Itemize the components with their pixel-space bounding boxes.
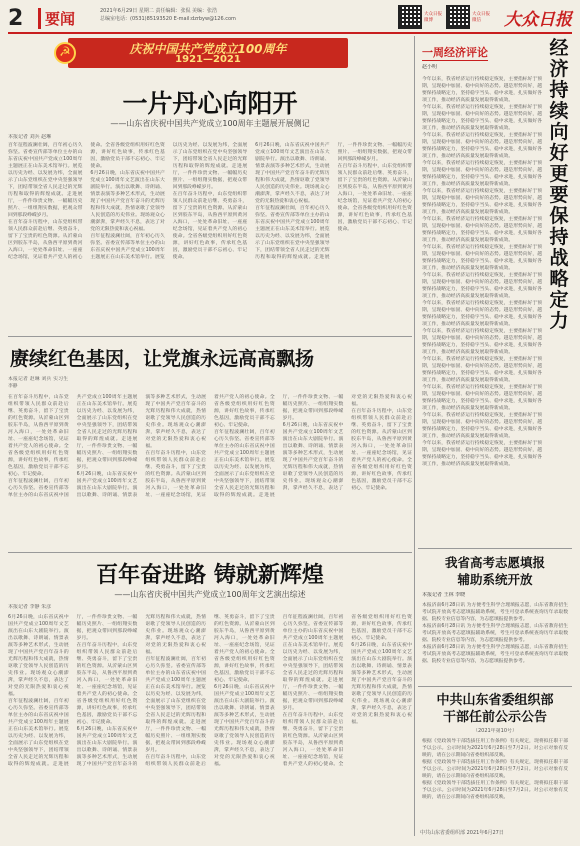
editorial-paragraph: 今年以来，我省经济运行持续稳定恢复，主要指标好于预期，呈现稳中加固、稳中向好的态势。越是形势向好，越要保持战略定力，坚持稳字当头、稳中求进，扎实做好各项工作，推动经济高质量发展取得新成效。 <box>422 329 542 355</box>
article2-body <box>8 394 412 544</box>
news2-date: （2021年第10号） <box>472 728 518 734</box>
article3-title: 百年奋进路 铸就新辉煌 <box>96 562 324 588</box>
editorial-paragraph: 今年以来，我省经济运行持续稳定恢复，主要指标好于预期，呈现稳中加固、稳中向好的态势。越是形势向好，越要保持战略定力，坚持稳字当头、稳中求进，扎实做好各项工作，推动经济高质量发展取得新成效。 <box>422 413 542 439</box>
article3-paragraph: 6月26日晚，山东省庆祝中国共产党成立100周年文艺演出在山东大剧院举行。演出以歌舞、诗朗诵、情景表演等多种艺术形式，生动展现了中国共产党百年奋斗的光辉历程和伟大成就，热情讴歌了党领导人民创造的历史伟业。现场观众心潮澎湃，掌声经久不息，表达了对党的无限热爱和衷心祝福。 <box>351 643 412 725</box>
news2-body <box>422 738 568 830</box>
editorial-paragraph: 今年以来，我省经济运行持续稳定恢复，主要指标好于预期，呈现稳中加固、稳中向好的态势。越是形势向好，越要保持战略定力，坚持稳字当头、稳中求进，扎实做好各项工作，推动经济高质量发展取得新成效。 <box>422 161 542 187</box>
article3-paragraph: 在百年奋斗历程中，山东党组织带领人民群众前赴后继、英勇奋斗，留下了宝贵的红色资源。从沂蒙山区到胶东半岛，从鲁西平原到黄河入海口，一处处革命旧址、一座座纪念场馆，见证着共产党人的初心使命。全省各级党组织用好红色资源，讲好红色故事，传承红色基因，激励党员干部不忘初心、牢记使命。 <box>145 615 275 767</box>
qr-label-1: 大众日报微博 <box>424 12 442 23</box>
article1-subtitle: ——山东省庆祝中国共产党成立100周年主题展开展侧记 <box>110 119 310 128</box>
divider <box>418 686 572 687</box>
editorial-paragraph: 今年以来，我省经济运行持续稳定恢复，主要指标好于预期，呈现稳中加固、稳中向好的态势。越是形势向好，越要保持战略定力，坚持稳字当头、稳中求进，扎实做好各项工作，推动经济高质量发展取得新成效。 <box>422 133 542 159</box>
section-name: 要闻 <box>38 8 75 29</box>
editorial-paragraph: 今年以来，我省经济运行持续稳定恢复，主要指标好于预期，呈现稳中加固、稳中向好的态势。越是形势向好，越要保持战略定力，坚持稳字当头、稳中求进，扎实做好各项工作，推动经济高质量发展取得新成效。 <box>422 385 542 411</box>
article2-title: 赓续红色基因，让党旗永远高高飘扬 <box>10 348 315 370</box>
news1-title-line2: 辅助系统开放 <box>457 572 533 587</box>
article3-body <box>8 614 412 836</box>
news1-byline: 本报记者 王林 李晓 <box>422 592 466 598</box>
article3-paragraph: 6月26日晚，山东省庆祝中国共产党成立100周年文艺演出在山东大剧院举行。演出以歌舞、诗朗诵、情景表演等多种艺术形式，生动展现了中国共产党百年奋斗的光辉历程和伟大成就，热情讴歌了党领导人民创造的历史伟业。现场观众心潮澎湃，掌声经久不息，表达了对党的无限热爱和衷心祝福。 <box>213 685 275 767</box>
news1-body <box>422 602 568 682</box>
article1-paragraph: 在百年奋斗历程中，山东党组织带领人民群众前赴后继、英勇奋斗，留下了宝贵的红色资源。从沂蒙山区到胶东半岛，从鲁西平原到黄河入海口，一处处革命旧址、一座座纪念场馆，见证着共产党人的初心使命。全省各级党组织用好红色资源，讲好红色故事，传承红色基因，激励党员干部不忘初心、牢记使命。 <box>337 164 412 232</box>
editorial-paragraph: 今年以来，我省经济运行持续稳定恢复，主要指标好于预期，呈现稳中加固、稳中向好的态势。越是形势向好，越要保持战略定力，坚持稳字当头、稳中求进，扎实做好各项工作，推动经济高质量发展取得新成效。 <box>422 273 542 299</box>
news1-title <box>418 554 572 588</box>
editorial-paragraph: 今年以来，我省经济运行持续稳定恢复，主要指标好于预期，呈现稳中加固、稳中向好的态势。越是形势向好，越要保持战略定力，坚持稳字当头、稳中求进，扎实做好各项工作，推动经济高质量发展取得新成效。 <box>422 357 542 383</box>
editorial-title: 经济持续向好更要保持战略定力 <box>549 37 569 332</box>
article1-paragraph: 百年征程波澜壮阔，百年初心历久弥坚。省委宣传部等单位主办的山东省庆祝中国共产党成立100周年主题展正在山东美术馆举行。展览以历史为经、以发展为纬，全面展示了山东党组织在党中央坚强领导下，团结带领全省人民走过的光辉历程和取得的辉煌成就。走进展厅，一件件珍贵文物、一幅幅历史照片、一组组翔实数据，把观众带回到那段峥嵘岁月。 <box>255 143 412 260</box>
editorial-body <box>422 76 542 576</box>
anniversary-banner <box>59 38 348 68</box>
article2-paragraph: 百年征程波澜壮阔，百年初心历久弥坚。省委宣传部等单位主办的山东省庆祝中国共产党成立100周年主题展正在山东美术馆举行。展览以历史为经、以发展为纬，全面展示了山东党组织在党中央坚强领导下，团结带领全省人民走过的光辉历程和取得的辉煌成就。走进展厅，一件件珍贵文物、一幅幅历史照片、一组组翔实数据，把观众带回到那段峥嵘岁月。 <box>8 395 138 498</box>
party-emblem-icon: ☭ <box>54 42 76 64</box>
divider <box>8 552 412 553</box>
meta-line-1: 2021年6月29日 星期二 责任编辑：张侃 美编：张浩 <box>100 8 218 14</box>
left-column <box>8 36 412 838</box>
editorial-paragraph: 今年以来，我省经济运行持续稳定恢复，主要指标好于预期，呈现稳中加固、稳中向好的态势。越是形势向好，越要保持战略定力，坚持稳字当头、稳中求进，扎实做好各项工作，推动经济高质量发展取得新成效。 <box>422 105 542 131</box>
editorial-paragraph: 今年以来，我省经济运行持续稳定恢复，主要指标好于预期，呈现稳中加固、稳中向好的态势。越是形势向好，越要保持战略定力，坚持稳字当头、稳中求进，扎实做好各项工作，推动经济高质量发展取得新成效。 <box>422 77 542 103</box>
editorial-author: 赵小明 <box>422 64 438 70</box>
article3-paragraph: 百年征程波澜壮阔，百年初心历久弥坚。省委宣传部等单位主办的山东省庆祝中国共产党成立100周年主题展正在山东美术馆举行。展览以历史为经、以发展为纬，全面展示了山东党组织在党中央坚强领导下，团结带领全省人民走过的光辉历程和取得的辉煌成就。走进展厅，一件件珍贵文物、一幅幅历史照片、一组组翔实数据，把观众带回到那段峥嵘岁月。 <box>282 615 344 711</box>
news1-title-line1: 我省高考志愿填报 <box>444 555 545 570</box>
meta-line-2: 总编室电话：(0531)85193520 E-mail:dzrbyw@126.com <box>100 16 236 22</box>
article2-paragraph: 在百年奋斗历程中，山东党组织带领人民群众前赴后继、英勇奋斗，留下了宝贵的红色资源。从沂蒙山区到胶东半岛，从鲁西平原到黄河入海口，一处处革命旧址、一座座纪念场馆，见证着共产党人的初心使命。全省各级党组织用好红色资源，讲好红色故事，传承红色基因，激励党员干部不忘初心、牢记使命。 <box>351 409 412 491</box>
article2-paragraph: 百年征程波澜壮阔，百年初心历久弥坚。省委宣传部等单位主办的山东省庆祝中国共产党成立100周年主题展正在山东美术馆举行。展览以历史为经、以发展为纬，全面展示了山东党组织在党中央坚强领导下，团结带领全省人民走过的光辉历程和取得的辉煌成就。走进展厅，一件件珍贵文物、一幅幅历史照片、一组组翔实数据，把观众带回到那段峥嵘岁月。 <box>213 395 344 498</box>
editorial-paragraph: 今年以来，我省经济运行持续稳定恢复，主要指标好于预期，呈现稳中加固、稳中向好的态势。越是形势向好，越要保持战略定力，坚持稳字当头、稳中求进，扎实做好各项工作，推动经济高质量发展取得新成效。 <box>422 441 542 467</box>
article3-paragraph: 在百年奋斗历程中，山东党组织带领人民群众前赴后继、英勇奋斗，留下了宝贵的红色资源。从沂蒙山区到胶东半岛，从鲁西平原到黄河入海口，一处处革命旧址、一座座纪念场馆，见证着共产党人的初心使命。全省各级党组织用好红色资源，讲好红色故事，传承红色基因，激励党员干部不忘初心、牢记使命。 <box>76 643 138 725</box>
editorial-paragraph: 今年以来，我省经济运行持续稳定恢复，主要指标好于预期，呈现稳中加固、稳中向好的态势。越是形势向好，越要保持战略定力，坚持稳字当头、稳中求进，扎实做好各项工作，推动经济高质量发展取得新成效。 <box>422 189 542 215</box>
article3-byline: 本报记者 李静 朱彦 <box>8 604 52 610</box>
editorial-paragraph: 今年以来，我省经济运行持续稳定恢复，主要指标好于预期，呈现稳中加固、稳中向好的态势。越是形势向好，越要保持战略定力，坚持稳字当头、稳中求进，扎实做好各项工作，推动经济高质量发展取得新成效。 <box>422 301 542 327</box>
divider <box>8 336 412 337</box>
page-number: 2 <box>8 6 24 31</box>
article3-paragraph: 百年征程波澜壮阔，百年初心历久弥坚。省委宣传部等单位主办的山东省庆祝中国共产党成立100周年主题展正在山东美术馆举行。展览以历史为经、以发展为纬，全面展示了山东党组织在党中央坚强领导下，团结带领全省人民走过的光辉历程和取得的辉煌成就。走进展厅，一件件珍贵文物、一幅幅历史照片、一组组翔实数据，把观众带回到那段峥嵘岁月。 <box>8 615 138 767</box>
article3-paragraph: 6月26日晚，山东省庆祝中国共产党成立100周年文艺演出在山东大剧院举行。演出以歌舞、诗朗诵、情景表演等多种艺术形式，生动展现了中国共产党百年奋斗的光辉历程和伟大成就，热情讴歌了党领导人民创造的历史伟业。现场观众心潮澎湃，掌声经久不息，表达了对党的无限热爱和衷心祝福。 <box>76 615 206 767</box>
article3-paragraph: 在百年奋斗历程中，山东党组织带领人民群众前赴后继、英勇奋斗，留下了宝贵的红色资源。从沂蒙山区到胶东半岛，从鲁西平原到黄河入海口，一处处革命旧址、一座座纪念场馆，见证着共产党人的初心使命。全省各级党组织用好红色资源，讲好红色故事，传承红色基因，激励党员干部不忘初心、牢记使命。 <box>282 615 412 767</box>
article3-paragraph: 百年征程波澜壮阔，百年初心历久弥坚。省委宣传部等单位主办的山东省庆祝中国共产党成立100周年主题展正在山东美术馆举行。展览以历史为经、以发展为纬，全面展示了山东党组织在党中央坚强领导下，团结带领全省人民走过的光辉历程和取得的辉煌成就。走进展厅，一件件珍贵文物、一幅幅历史照片、一组组翔实数据，把观众带回到那段峥嵘岁月。 <box>145 657 206 753</box>
column-name: 一周经济评论 <box>422 46 488 59</box>
news1-paragraph: 本报济南6月28日讯 为方便考生科学合理填报志愿，山东省教育招生考试院开放高考志愿填报辅助系统，考生可登录系统查询历年录取数据、院校专业信息等内容，为志愿填报提供参考。 <box>422 645 568 664</box>
article2-byline: 本报记者 赵琳 刘兵 实习生 李静 <box>8 377 68 389</box>
article2-paragraph: 在百年奋斗历程中，山东党组织带领人民群众前赴后继、英勇奋斗，留下了宝贵的红色资源。从沂蒙山区到胶东半岛，从鲁西平原到黄河入海口，一处处革命旧址、一座座纪念场馆，见证着共产党人的初心使命。全省各级党组织用好红色资源，讲好红色故事，传承红色基因，激励党员干部不忘初心、牢记使命。 <box>145 395 275 498</box>
article3-paragraph: 6月26日晚，山东省庆祝中国共产党成立100周年文艺演出在山东大剧院举行。演出以歌舞、诗朗诵、情景表演等多种艺术形式，生动展现了中国共产党百年奋斗的光辉历程和伟大成就，热情讴歌了党领导人民创造的历史伟业。现场观众心潮澎湃，掌声经久不息，表达了对党的无限热爱和衷心祝福。 <box>8 615 69 697</box>
banner-years: 1921—2021 <box>175 54 241 65</box>
news2-paragraph: 根据《党政领导干部选拔任用工作条例》有关规定，现将拟任职干部予以公示。公示时间为2021年6月28日至7月2日。对公示对象有反映的，请在公示期间向省委组织部反映。 <box>422 781 568 800</box>
article1-paragraph: 6月26日晚，山东省庆祝中国共产党成立100周年文艺演出在山东大剧院举行。演出以歌舞、诗朗诵、情景表演等多种艺术形式，生动展现了中国共产党百年奋斗的光辉历程和伟大成就，热情讴歌了党领导人民创造的历史伟业。现场观众心潮澎湃，掌声经久不息，表达了对党的无限热爱和衷心祝福。 <box>90 171 165 232</box>
news2-paragraph: 根据《党政领导干部选拔任用工作条例》有关规定，现将拟任职干部予以公示。公示时间为2021年6月28日至7月2日。对公示对象有反映的，请在公示期间向省委组织部反映。 <box>422 760 568 779</box>
article1-paragraph: 6月26日晚，山东省庆祝中国共产党成立100周年文艺演出在山东大剧院举行。演出以歌舞、诗朗诵、情景表演等多种艺术形式，生动展现了中国共产党百年奋斗的光辉历程和伟大成就，热情讴歌了党领导人民创造的历史伟业。现场观众心潮澎湃，掌声经久不息，表达了对党的无限热爱和衷心祝福。 <box>255 143 330 204</box>
editorial-paragraph: 今年以来，我省经济运行持续稳定恢复，主要指标好于预期，呈现稳中加固、稳中向好的态势。越是形势向好，越要保持战略定力，坚持稳字当头、稳中求进，扎实做好各项工作，推动经济高质量发展取得新成效。 <box>422 245 542 271</box>
article1-paragraph: 百年征程波澜壮阔，百年初心历久弥坚。省委宣传部等单位主办的山东省庆祝中国共产党成立100周年主题展正在山东美术馆举行。展览以历史为经、以发展为纬，全面展示了山东党组织在党中央坚强领导下，团结带领全省人民走过的光辉历程和取得的辉煌成就。走进展厅，一件件珍贵文物、一幅幅历史照片、一组组翔实数据，把观众带回到那段峥嵘岁月。 <box>90 143 248 260</box>
editorial-paragraph: 今年以来，我省经济运行持续稳定恢复，主要指标好于预期，呈现稳中加固、稳中向好的态势。越是形势向好，越要保持战略定力，坚持稳字当头、稳中求进，扎实做好各项工作，推动经济高质量发展取得新成效。 <box>422 217 542 243</box>
article1-title: 一片丹心向阳开 <box>122 89 298 118</box>
article2-paragraph: 6月26日晚，山东省庆祝中国共产党成立100周年文艺演出在山东大剧院举行。演出以歌舞、诗朗诵、情景表演等多种艺术形式，生动展现了中国共产党百年奋斗的光辉历程和伟大成就，热情讴歌了党领导人民创造的历史伟业。现场观众心潮澎湃，掌声经久不息，表达了对党的无限热爱和衷心祝福。 <box>282 395 412 491</box>
page-header <box>8 4 572 34</box>
news2-title <box>418 692 572 726</box>
right-column <box>418 36 572 838</box>
news2-title-line2: 干部任前公示公告 <box>442 710 547 725</box>
article1-paragraph: 在百年奋斗历程中，山东党组织带领人民群众前赴后继、英勇奋斗，留下了宝贵的红色资源。从沂蒙山区到胶东半岛，从鲁西平原到黄河入海口，一处处革命旧址、一座座纪念场馆，见证着共产党人的初心使命。全省各级党组织用好红色资源，讲好红色故事，传承红色基因，激励党员干部不忘初心、牢记使命。 <box>8 143 165 260</box>
qr-code-icon <box>398 5 422 29</box>
qr-label-2: 大众日报微信 <box>472 12 490 23</box>
qr-code-icon <box>446 5 470 29</box>
news2-title-line1: 中共山东省委组织部 <box>436 693 554 708</box>
newspaper-logo: 大众日报 <box>504 10 572 30</box>
news1-paragraph: 本报济南6月28日讯 为方便考生科学合理填报志愿，山东省教育招生考试院开放高考志愿填报辅助系统，考生可登录系统查询历年录取数据、院校专业信息等内容，为志愿填报提供参考。 <box>422 624 568 643</box>
column-divider <box>414 36 415 836</box>
news2-paragraph: 根据《党政领导干部选拔任用工作条例》有关规定，现将拟任职干部予以公示。公示时间为2021年6月28日至7月2日。对公示对象有反映的，请在公示期间向省委组织部反映。 <box>422 739 568 758</box>
header-meta <box>100 7 236 23</box>
article1-body <box>8 142 412 332</box>
divider <box>418 548 572 549</box>
banner-title: 庆祝中国共产党成立100周年 <box>129 42 287 56</box>
article2-paragraph: 在百年奋斗历程中，山东党组织带领人民群众前赴后继、英勇奋斗，留下了宝贵的红色资源。从沂蒙山区到胶东半岛，从鲁西平原到黄河入海口，一处处革命旧址、一座座纪念场馆，见证着共产党人的初心使命。全省各级党组织用好红色资源，讲好红色故事，传承红色基因，激励党员干部不忘初心、牢记使命。 <box>8 395 69 477</box>
article3-subtitle: ——山东省庆祝中国共产党成立100周年文艺演出综述 <box>114 590 306 599</box>
article2-paragraph: 6月26日晚，山东省庆祝中国共产党成立100周年文艺演出在山东大剧院举行。演出以歌舞、诗朗诵、情景表演等多种艺术形式，生动展现了中国共产党百年奋斗的光辉历程和伟大成就，热情讴歌了党领导人民创造的历史伟业。现场观众心潮澎湃，掌声经久不息，表达了对党的无限热爱和衷心祝福。 <box>76 395 206 498</box>
article1-byline: 本报记者 刘兵 赵琳 <box>8 134 52 140</box>
article1-paragraph: 在百年奋斗历程中，山东党组织带领人民群众前赴后继、英勇奋斗，留下了宝贵的红色资源。从沂蒙山区到胶东半岛，从鲁西平原到黄河入海口，一处处革命旧址、一座座纪念场馆，见证着共产党人的初心使命。全省各级党组织用好红色资源，讲好红色故事，传承红色基因，激励党员干部不忘初心、牢记使命。 <box>172 192 248 260</box>
article1-paragraph: 百年征程波澜壮阔，百年初心历久弥坚。省委宣传部等单位主办的山东省庆祝中国共产党成立100周年主题展正在山东美术馆举行。展览以历史为经、以发展为纬，全面展示了山东党组织在党中央坚强领导下，团结带领全省人民走过的光辉历程和取得的辉煌成就。走进展厅，一件件珍贵文物、一幅幅历史照片、一组组翔实数据，把观众带回到那段峥嵘岁月。 <box>8 143 83 218</box>
announcement-footer: 中共山东省委组织部 2021年6月27日 <box>420 830 504 836</box>
news1-paragraph: 本报济南6月28日讯 为方便考生科学合理填报志愿，山东省教育招生考试院开放高考志愿填报辅助系统，考生可登录系统查询历年录取数据、院校专业信息等内容，为志愿填报提供参考。 <box>422 603 568 622</box>
